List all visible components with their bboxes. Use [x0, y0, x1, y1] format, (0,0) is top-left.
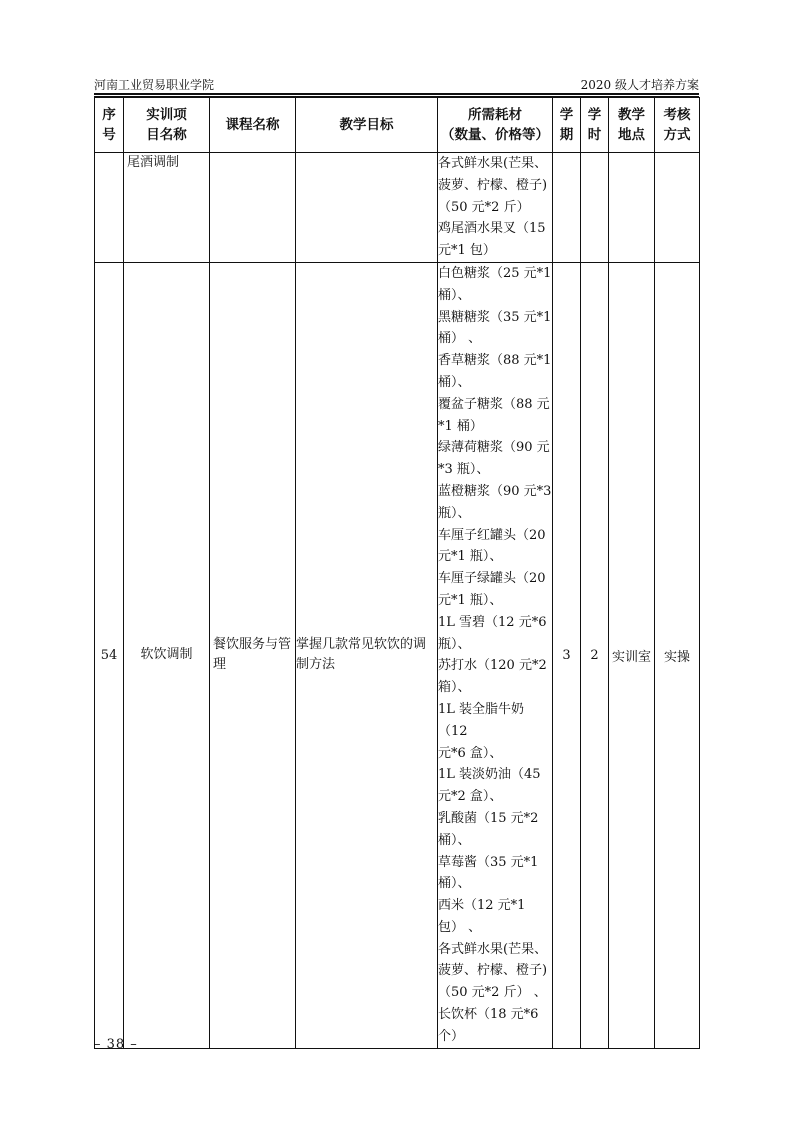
document-title: 2020 级人才培养方案	[580, 78, 699, 92]
cell-seq: 54	[95, 262, 124, 1048]
header-assessment: 考核 方式	[655, 98, 700, 153]
cell-goal	[296, 153, 438, 263]
header-project: 实训项 目名称	[124, 98, 210, 153]
cell-course	[210, 153, 296, 263]
header-hours: 学 时	[581, 98, 609, 153]
cell-semester	[553, 153, 581, 263]
header-course: 课程名称	[210, 98, 296, 153]
cell-seq	[95, 153, 124, 263]
table-header-row	[95, 98, 700, 153]
header-seq: 序 号	[95, 98, 124, 153]
training-table	[94, 97, 700, 1049]
header-rule	[94, 93, 699, 95]
cell-project: 尾酒调制	[124, 153, 210, 263]
cell-materials: 各式鲜水果(芒果、 菠萝、柠檬、橙子) （50 元*2 斤） 鸡尾酒水果叉（15 元*1 包）	[438, 153, 553, 263]
table-row	[95, 153, 700, 263]
cell-course: 餐饮服务与管理	[210, 262, 296, 1048]
cell-goal: 掌握几款常见软饮的调制方法	[296, 262, 438, 1048]
cell-location: 实训室	[609, 262, 655, 1048]
header-goal: 教学目标	[296, 98, 438, 153]
cell-assessment	[655, 153, 700, 263]
cell-project: 软饮调制	[124, 262, 210, 1048]
header-semester: 学 期	[553, 98, 581, 153]
header-materials: 所需耗材 （数量、价格等）	[438, 98, 553, 153]
table-row	[95, 262, 700, 1048]
cell-semester: 3	[553, 262, 581, 1048]
cell-materials: 白色糖浆（25 元*1 桶）、 黑糖糖浆（35 元*1 桶） 、 香草糖浆（88 元*1 桶）、 覆盆子糖浆（88 元 *1 桶） 绿薄荷糖浆（90 元 *3 瓶）、 蓝橙糖浆（90 元*3 瓶）、 车厘子红罐头（20 元*1 瓶）、 车厘子绿罐头（20 元*1 瓶）、 1L 雪碧（12 元*6 瓶）、 苏打水（120 元*2 箱）、 1L 装全脂牛奶（12 元*6 盒）、 1L 装淡奶油（45 元*2 盒）、 乳酸菌（15 元*2 桶）、 草莓酱（35 元*1 桶）、 西米（12 元*1 包） 、 各式鲜水果(芒果、 菠萝、柠檬、橙子) （50 元*2 斤） 、 长饮杯（18 元*6 个）	[438, 262, 553, 1048]
institution-name: 河南工业贸易职业学院	[94, 78, 215, 92]
page-header	[94, 76, 699, 94]
page-number: – 38 –	[94, 1037, 138, 1052]
cell-hours: 2	[581, 262, 609, 1048]
cell-assessment: 实操	[655, 262, 700, 1048]
cell-hours	[581, 153, 609, 263]
header-location: 教学 地点	[609, 98, 655, 153]
cell-location	[609, 153, 655, 263]
